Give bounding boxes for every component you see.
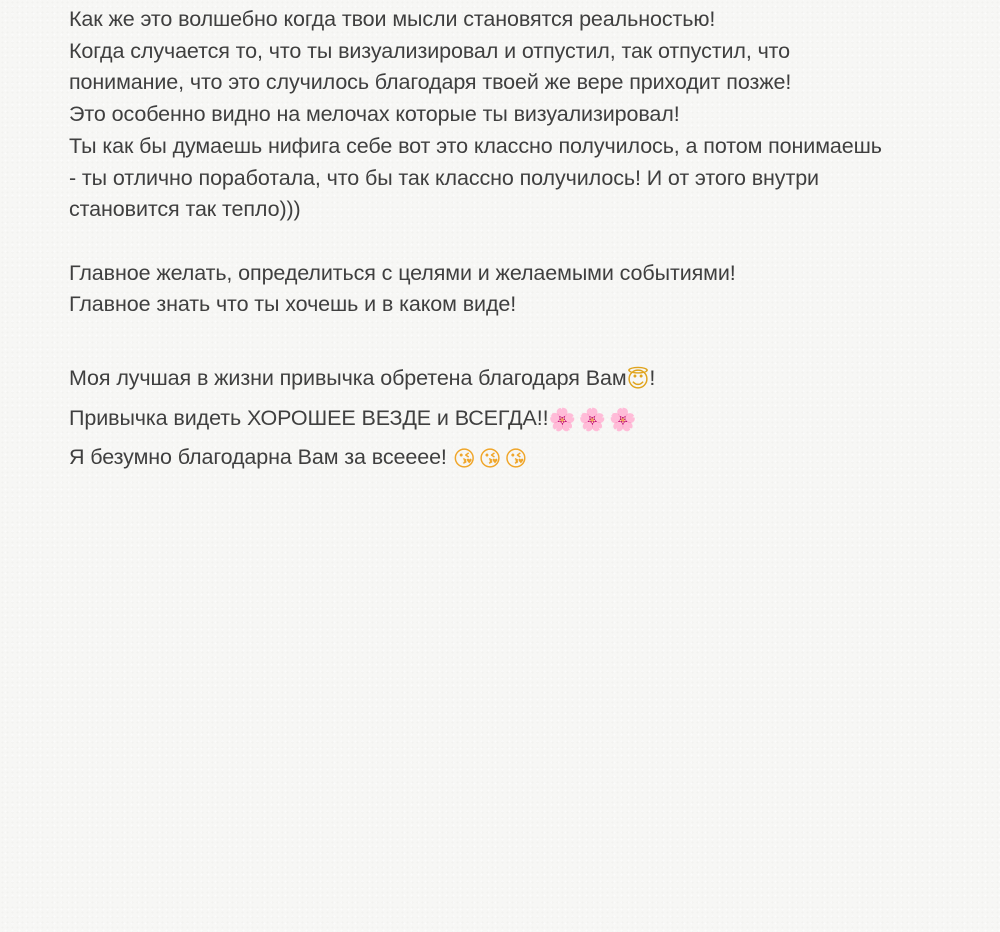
cherry-blossom-icon: 🌸 bbox=[609, 407, 637, 433]
text-line-with-emoji bbox=[69, 438, 949, 478]
face-blowing-kiss-icon: 😘 bbox=[478, 447, 502, 473]
face-blowing-kiss-icon: 😘 bbox=[504, 447, 528, 473]
cherry-blossom-icon: 🌸 bbox=[578, 407, 607, 433]
empty-line bbox=[69, 321, 949, 359]
note-body[interactable] bbox=[69, 4, 949, 478]
text-line: понимание, что это случилось благодаря твоей же вере приходит позже! bbox=[69, 70, 792, 95]
paragraph-2 bbox=[69, 258, 949, 321]
text-line: Это особенно видно на мелочах которые ты визуализировал! bbox=[69, 102, 680, 127]
text-line: Главное знать что ты хочешь и в каком виде! bbox=[69, 292, 517, 317]
text-segment: ! bbox=[649, 366, 656, 391]
text-line: Ты как бы думаешь нифига себе вот это классно получилось, а потом понимаешь bbox=[69, 133, 882, 158]
smiling-face-with-halo-icon: 😇 bbox=[626, 368, 650, 394]
empty-line bbox=[69, 226, 949, 258]
text-line: Главное желать, определиться с целями и желаемыми событиями! bbox=[69, 260, 736, 285]
text-line: Когда случается то, что ты визуализировал и отпустил, так отпустил, что bbox=[69, 38, 791, 63]
paragraph-3 bbox=[69, 359, 949, 478]
face-blowing-kiss-icon: 😘 bbox=[452, 447, 476, 473]
text-segment: Привычка видеть ХОРОШЕЕ ВЕЗДЕ и ВСЕГДА!! bbox=[69, 405, 549, 430]
text-line: становится так тепло))) bbox=[69, 197, 301, 222]
text-segment: Моя лучшая в жизни привычка обретена благодаря Вам bbox=[69, 366, 627, 391]
text-segment: Я безумно благодарна Вам за всееее! bbox=[69, 445, 453, 470]
paragraph-1 bbox=[69, 4, 949, 226]
text-line: - ты отлично поработала, что бы так классно получилось! И от этого внутри bbox=[69, 165, 819, 190]
text-line: Как же это волшебно когда твои мысли становятся реальностью! bbox=[69, 7, 716, 31]
cherry-blossom-icon: 🌸 bbox=[548, 407, 576, 433]
text-line-with-emoji bbox=[69, 399, 949, 439]
text-line-with-emoji bbox=[69, 359, 949, 399]
